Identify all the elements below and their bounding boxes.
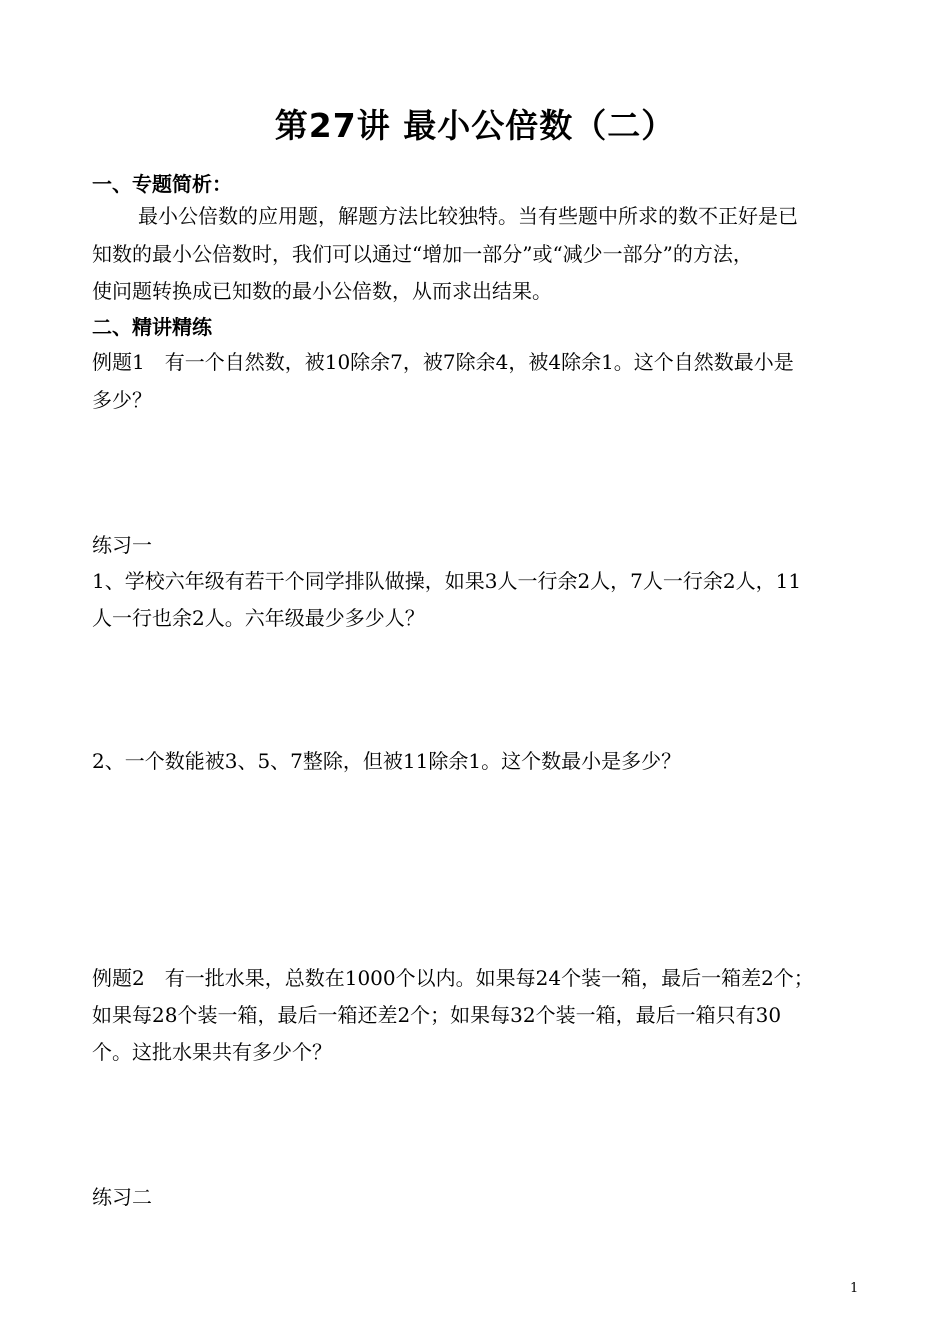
- practice-1-question-1-line-2: 人一行也余2人。六年级最少多少人？: [92, 606, 425, 630]
- page-number: 1: [850, 1281, 859, 1296]
- section-heading-practice: 二、精讲精练: [92, 315, 212, 339]
- overview-line-2: 知数的最小公倍数时，我们可以通过“增加一部分”或“减少一部分”的方法，: [92, 242, 753, 266]
- practice-1-label: 练习一: [92, 533, 152, 557]
- overview-line-1: 最小公倍数的应用题，解题方法比较独特。当有些题中所求的数不正好是已: [138, 204, 798, 228]
- practice-2-label: 练习二: [92, 1185, 152, 1209]
- practice-1-question-2: 2、一个数能被3、5、7整除，但被11除余1。这个数最小是多少？: [92, 749, 682, 773]
- example-2-line-2: 如果每28个装一箱，最后一箱还差2个；如果每32个装一箱，最后一箱只有30: [92, 1003, 782, 1027]
- example-1-line-2: 多少？: [92, 388, 152, 412]
- section-heading-overview: 一、专题简析：: [92, 172, 232, 196]
- page-title: 第27讲 最小公倍数（二）: [274, 106, 676, 145]
- example-2-line-3: 个。这批水果共有多少个？: [92, 1040, 332, 1064]
- practice-1-question-1-line-1: 1、学校六年级有若干个同学排队做操，如果3人一行余2人，7人一行余2人，11: [92, 569, 802, 593]
- overview-line-3: 使问题转换成已知数的最小公倍数，从而求出结果。: [92, 279, 552, 303]
- example-2-line-1: 例题2 有一批水果，总数在1000个以内。如果每24个装一箱，最后一箱差2个；: [92, 966, 814, 990]
- example-1-line-1: 例题1 有一个自然数，被10除余7，被7除余4，被4除余1。这个自然数最小是: [92, 350, 794, 374]
